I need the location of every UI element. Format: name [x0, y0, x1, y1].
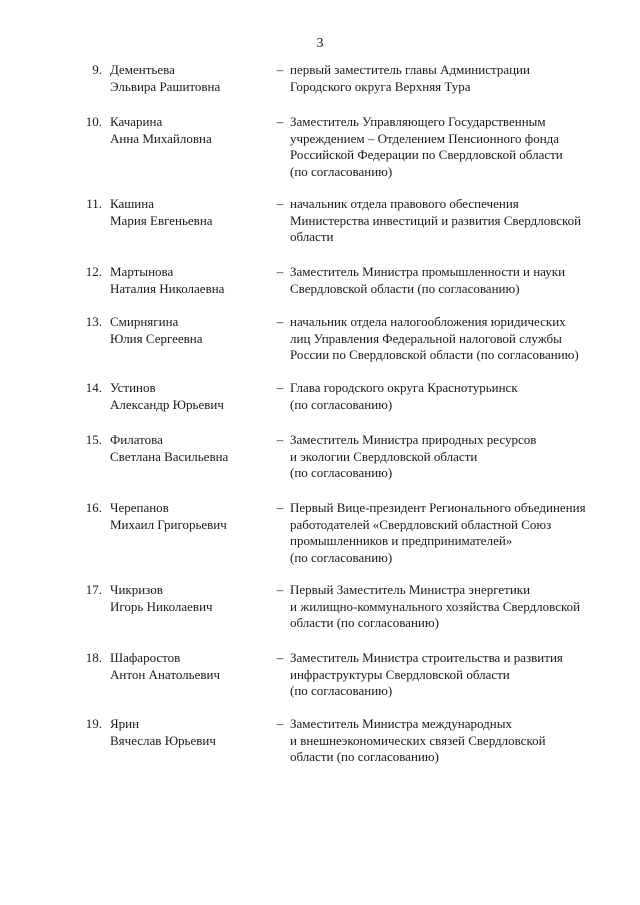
- dash-separator: –: [276, 114, 284, 129]
- position-line: Заместитель Управляющего Государственным: [290, 114, 546, 129]
- item-number: 15.: [85, 432, 102, 447]
- position-line: Министерства инвестиций и развития Свердловской: [290, 212, 582, 228]
- position-line: начальник отдела правового обеспечения: [290, 196, 519, 211]
- member-surname: Качарина: [110, 114, 163, 129]
- member-name: [110, 196, 270, 229]
- position-line: первый заместитель главы Администрации: [290, 62, 530, 77]
- position-line: (по согласованию): [290, 549, 393, 565]
- member-given-names: Анна Михайловна: [110, 130, 212, 146]
- position-line: (по согласованию): [290, 396, 393, 412]
- position-line: Первый Заместитель Министра энергетики: [290, 582, 531, 597]
- member-surname: Ярин: [110, 716, 140, 731]
- item-number: 12.: [85, 264, 102, 279]
- dash-separator: –: [276, 716, 284, 731]
- item-number: 10.: [85, 114, 102, 129]
- member-position: [290, 380, 610, 413]
- member-position: [290, 716, 610, 766]
- dash-separator: –: [276, 264, 284, 279]
- member-given-names: Антон Анатольевич: [110, 666, 220, 682]
- member-given-names: Светлана Васильевна: [110, 448, 229, 464]
- member-position: [290, 264, 610, 297]
- member-position: [290, 62, 610, 95]
- dash-separator: –: [276, 582, 284, 597]
- member-surname: Устинов: [110, 380, 156, 395]
- member-name: [110, 650, 270, 683]
- dash-separator: –: [276, 500, 284, 515]
- position-line: инфраструктуры Свердловской области: [290, 666, 510, 682]
- member-name: [110, 264, 270, 297]
- dash-separator: –: [276, 432, 284, 447]
- position-line: Заместитель Министра международных: [290, 716, 512, 731]
- item-number: 19.: [85, 716, 102, 731]
- position-line: промышленников и предпринимателей»: [290, 533, 513, 548]
- position-line: области (по согласованию): [290, 749, 439, 764]
- dash-separator: –: [276, 196, 284, 211]
- position-line: Глава городского округа Краснотурьинск: [290, 380, 518, 395]
- dash-separator: –: [276, 314, 284, 329]
- member-surname: Филатова: [110, 432, 163, 447]
- member-name: [110, 500, 270, 533]
- member-surname: Мартынова: [110, 264, 174, 279]
- position-line: и экологии Свердловской области: [290, 448, 478, 464]
- item-number: 17.: [85, 582, 102, 597]
- page-number: 3: [316, 36, 324, 51]
- item-number: 18.: [85, 650, 102, 665]
- member-position: [290, 314, 610, 364]
- member-given-names: Мария Евгеньевна: [110, 212, 213, 228]
- member-given-names: Вячеслав Юрьевич: [110, 732, 216, 748]
- member-surname: Смирнягина: [110, 314, 179, 329]
- item-number: 14.: [85, 380, 102, 395]
- item-number: 11.: [86, 196, 102, 211]
- member-given-names: Александр Юрьевич: [110, 396, 224, 412]
- member-surname: Дементьева: [110, 62, 175, 77]
- item-number: 9.: [92, 62, 102, 77]
- member-position: [290, 114, 610, 180]
- item-number: 13.: [85, 314, 102, 329]
- dash-separator: –: [276, 62, 284, 77]
- dash-separator: –: [276, 380, 284, 395]
- position-line: работодателей «Свердловский областной Союз: [290, 516, 552, 532]
- position-line: (по согласованию): [290, 683, 393, 698]
- member-name: [110, 582, 270, 615]
- member-given-names: Эльвира Рашитовна: [110, 78, 221, 94]
- member-given-names: Михаил Григорьевич: [110, 516, 227, 532]
- position-line: учреждением – Отделением Пенсионного фонда: [290, 130, 560, 146]
- member-given-names: Наталия Николаевна: [110, 280, 225, 296]
- position-line: начальник отдела налогообложения юридических: [290, 314, 566, 329]
- dash-separator: –: [276, 650, 284, 665]
- member-surname: Шафаростов: [110, 650, 181, 665]
- member-position: [290, 500, 610, 566]
- position-line: России по Свердловской области (по согласованию): [290, 347, 579, 362]
- position-line: (по согласованию): [290, 163, 393, 179]
- position-line: Заместитель Министра строительства и развития: [290, 650, 563, 665]
- member-given-names: Игорь Николаевич: [110, 598, 213, 614]
- member-position: [290, 650, 610, 700]
- position-line: Первый Вице-президент Регионального объединения: [290, 500, 586, 515]
- position-line: области (по согласованию): [290, 615, 439, 630]
- member-given-names: Юлия Сергеевна: [110, 330, 203, 346]
- member-surname: Чикризов: [110, 582, 163, 597]
- member-position: [290, 582, 610, 632]
- member-position: [290, 432, 610, 482]
- item-number: 16.: [85, 500, 102, 515]
- member-name: [110, 432, 270, 465]
- position-line: области: [290, 229, 334, 244]
- member-name: [110, 314, 270, 347]
- position-line: Заместитель Министра природных ресурсов: [290, 432, 537, 447]
- member-position: [290, 196, 610, 246]
- position-line: и жилищно-коммунального хозяйства Свердловской: [290, 598, 581, 614]
- position-line: Заместитель Министра промышленности и науки: [290, 264, 566, 279]
- member-surname: Черепанов: [110, 500, 169, 515]
- member-surname: Кашина: [110, 196, 154, 211]
- position-line: (по согласованию): [290, 465, 393, 480]
- position-line: Российской Федерации по Свердловской области: [290, 147, 563, 162]
- member-name: [110, 380, 270, 413]
- member-name: [110, 62, 270, 95]
- position-line: лиц Управления Федеральной налоговой службы: [290, 330, 562, 346]
- position-line: Свердловской области (по согласованию): [290, 280, 520, 296]
- member-name: [110, 114, 270, 147]
- position-line: и внешнеэкономических связей Свердловской: [290, 732, 546, 748]
- position-line: Городского округа Верхняя Тура: [290, 78, 471, 94]
- member-name: [110, 716, 270, 749]
